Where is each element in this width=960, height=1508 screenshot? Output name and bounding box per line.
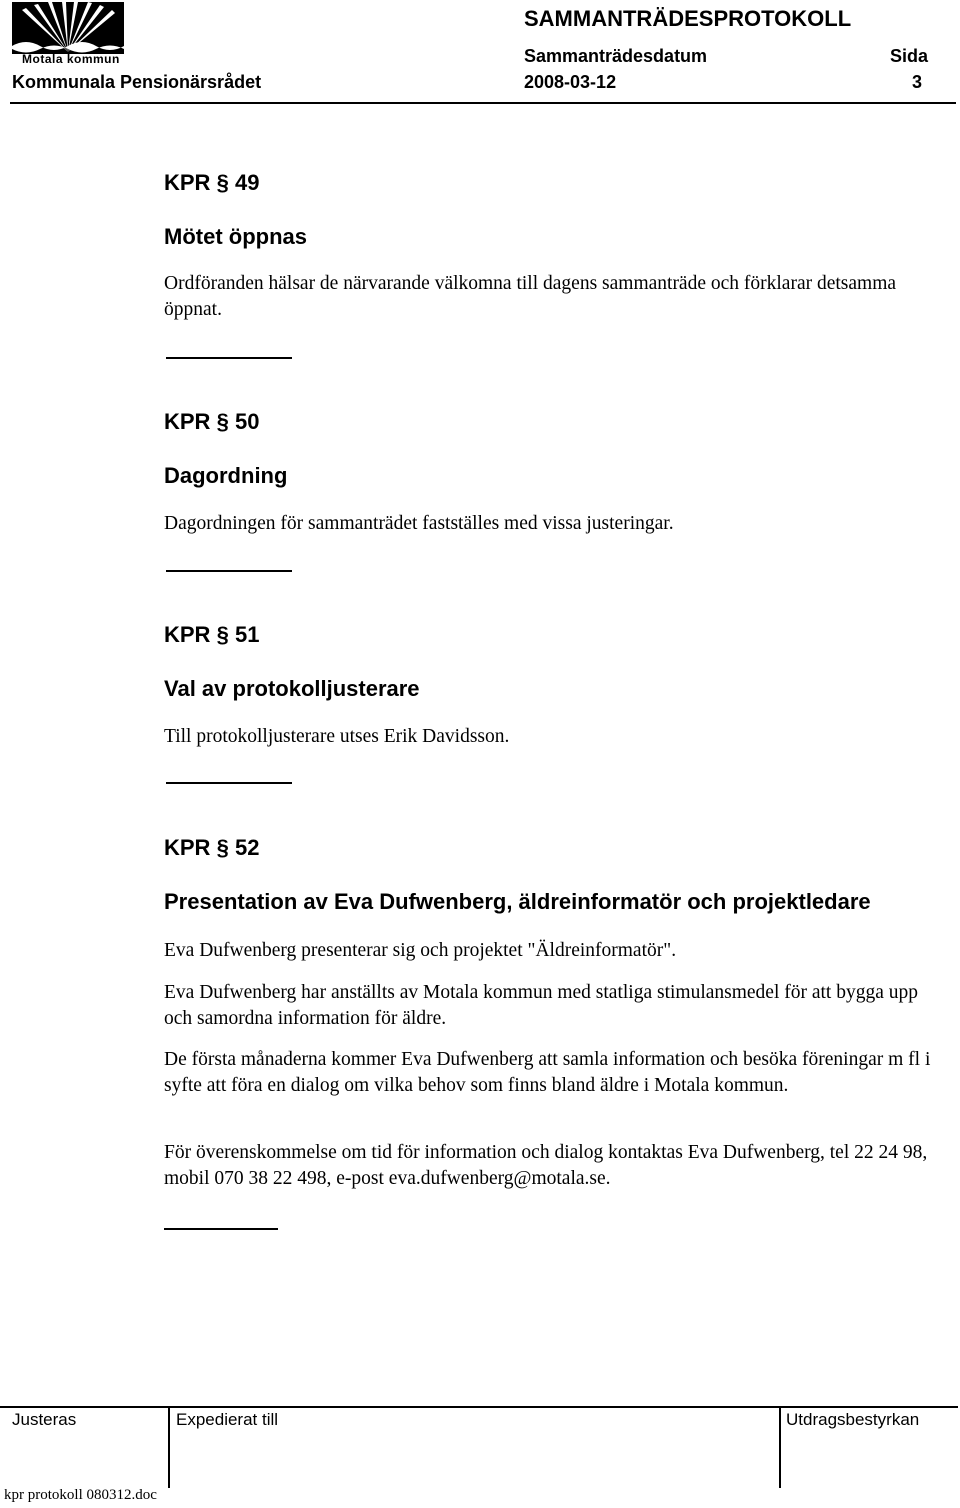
section-heading xyxy=(164,622,259,648)
footer-rule xyxy=(0,1406,958,1408)
section-title: Val av protokolljusterare xyxy=(164,676,420,701)
logo-text: Motala kommun xyxy=(22,52,120,66)
section-heading xyxy=(164,170,259,196)
footer-column-divider xyxy=(168,1408,170,1488)
document-type-title: SAMMANTRÄDESPROTOKOLL xyxy=(524,6,852,31)
date-label: Sammanträdesdatum xyxy=(524,46,708,66)
paragraph: Dagordningen för sammanträdet fastställes med vissa justeringar. xyxy=(164,513,674,534)
section-sign-icon: § xyxy=(216,622,229,647)
footer-justeras-label: Justeras xyxy=(12,1410,77,1429)
paragraph: Ordföranden hälsar de närvarande välkomna till dagens sammanträde och förklarar detsamma öppnat. xyxy=(164,273,897,320)
page-number: 3 xyxy=(912,72,923,92)
footer-utdrag-label: Utdragsbestyrkan xyxy=(786,1410,920,1429)
kpr-label: KPR xyxy=(164,835,211,860)
section-divider xyxy=(166,782,292,784)
section-number: 50 xyxy=(234,409,260,434)
section-heading xyxy=(164,409,259,435)
kpr-label: KPR xyxy=(164,409,211,434)
section-number: 49 xyxy=(234,170,260,195)
paragraph: För överenskommelse om tid för information och dialog kontaktas Eva Dufwenberg, tel 22 24 98, mobil 070 38 22 498, e-post eva.dufwenberg@motala.se. xyxy=(164,1142,928,1189)
sunrise-emblem-icon xyxy=(12,2,124,54)
meeting-date: 2008-03-12 xyxy=(524,72,617,92)
committee-name: Kommunala Pensionärsrådet xyxy=(12,72,262,92)
kpr-label: KPR xyxy=(164,622,211,647)
paragraph: Eva Dufwenberg presenterar sig och projektet "Äldreinformatör". xyxy=(164,940,677,961)
section-number: 51 xyxy=(234,622,260,647)
section-divider xyxy=(166,570,292,572)
header-rule xyxy=(10,102,956,104)
page-label: Sida xyxy=(890,46,929,66)
paragraph: Eva Dufwenberg har anställts av Motala kommun med statliga stimulansmedel för att bygga upp och samordna information för äldre. xyxy=(164,982,919,1029)
section-divider xyxy=(164,1228,278,1230)
paragraph: De första månaderna kommer Eva Dufwenberg att samla information och besöka föreningar m fl i syfte att föra en dialog om vilka behov som finns bland äldre i Motala kommun. xyxy=(164,1049,931,1096)
section-sign-icon: § xyxy=(216,170,229,195)
section-title: Dagordning xyxy=(164,463,288,488)
footer-column-divider xyxy=(779,1408,781,1488)
section-title: Mötet öppnas xyxy=(164,224,307,249)
section-number: 52 xyxy=(234,835,260,860)
section-divider xyxy=(166,357,292,359)
paragraph: Till protokolljusterare utses Erik Davidsson. xyxy=(164,726,510,747)
section-title: Presentation av Eva Dufwenberg, äldreinformatör och projektledare xyxy=(164,889,871,914)
footer-filename: kpr protokoll 080312.doc xyxy=(4,1487,157,1503)
kpr-label: KPR xyxy=(164,170,211,195)
section-heading xyxy=(164,835,259,861)
municipality-logo xyxy=(12,2,124,68)
footer-expedierat-label: Expedierat till xyxy=(176,1410,279,1429)
section-sign-icon: § xyxy=(216,835,229,860)
section-sign-icon: § xyxy=(216,409,229,434)
